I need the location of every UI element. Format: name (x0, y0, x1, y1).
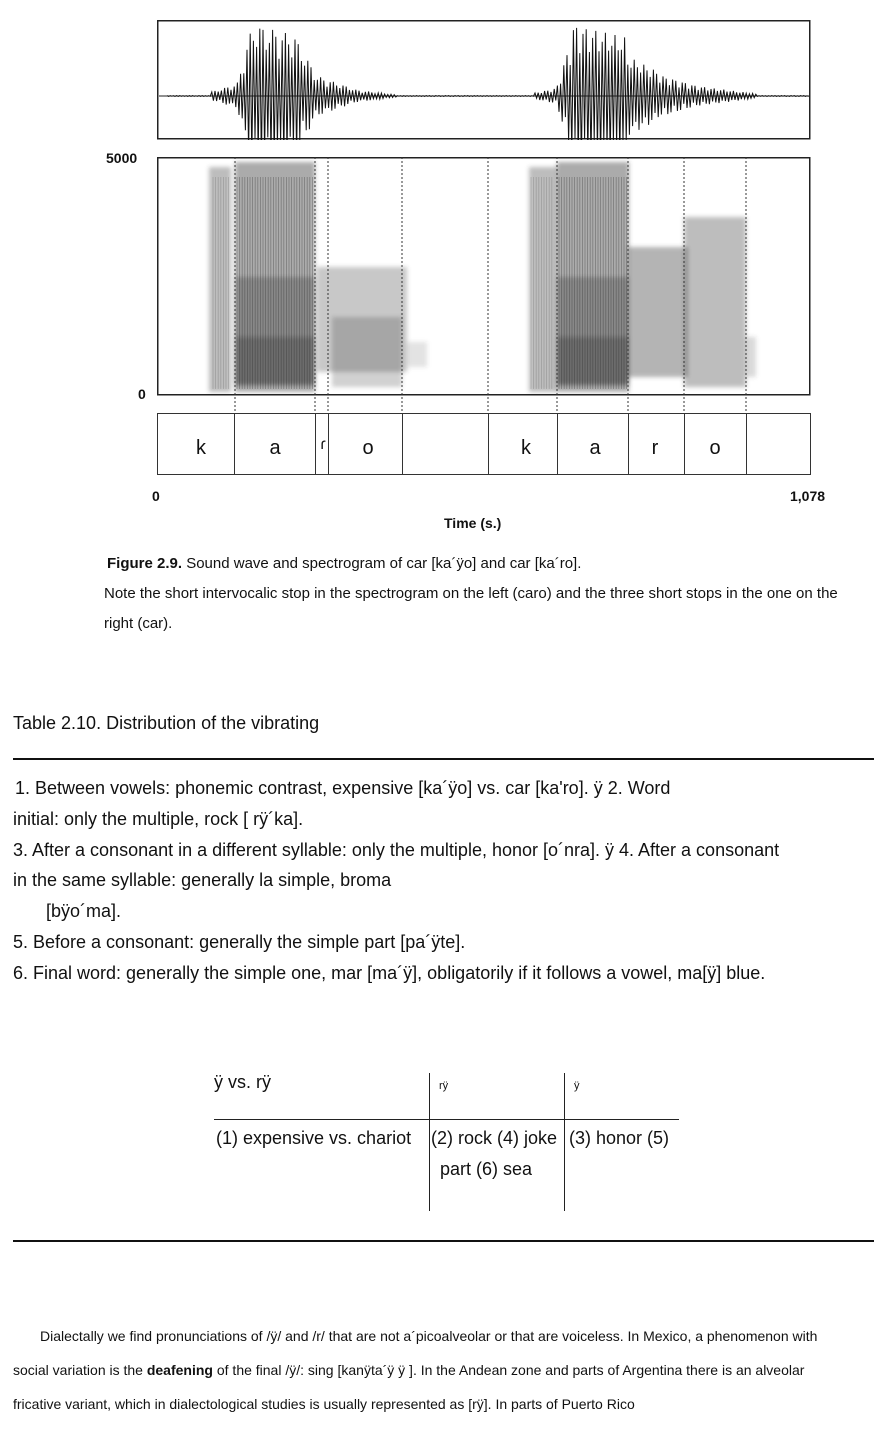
subtable-cell: part (6) sea (440, 1159, 533, 1179)
table-line: 3. After a consonant in a different syllable: only the multiple, honor [o´nra]. ÿ 4. After a consonant (13, 840, 780, 860)
table-line: in the same syllable: generally la simple, broma (13, 870, 392, 890)
table-top-rule (13, 758, 874, 760)
table-line: [bÿo´ma]. (46, 901, 122, 921)
segment-box (746, 413, 811, 475)
x-axis-title: Time (s.) (444, 515, 502, 531)
waveform-panel (157, 20, 811, 140)
segment-box (402, 413, 489, 475)
subtable-header-col2: rÿ (439, 1080, 449, 1092)
figure-caption-text: Sound wave and spectrogram of car [ka´ÿo] and car [ka´ro]. (186, 555, 582, 572)
segment-label: ɾ (320, 436, 326, 453)
paragraph-text: of the final /ÿ/: sing [kanÿta´ÿ ÿ ]. In the Andean zone and parts of Argentina there is an alveolar (212, 1362, 805, 1378)
segment-label: a (589, 437, 601, 459)
segment-label: k (196, 437, 206, 459)
segment-label: o (709, 437, 721, 459)
paragraph-line (13, 1353, 804, 1387)
x-axis-end-label: 1,078 (790, 488, 826, 504)
subtable-cell: (1) expensive vs. chariot (216, 1128, 412, 1148)
segment-label: a (269, 437, 281, 459)
segment-label: k (521, 437, 531, 459)
table-line: 5. Before a consonant: generally the simple part [pa´ÿte]. (13, 932, 466, 952)
x-axis-start-label: 0 (152, 488, 160, 504)
table-line: 1. Between vowels: phonemic contrast, expensive [ka´ÿo] vs. car [ka'ro]. ÿ 2. Word (15, 778, 671, 798)
subtable-divider (429, 1073, 430, 1211)
paragraph-line: Dialectally we find pronunciations of /ÿ/ and /r/ that are not a´picoalveolar or that are voiceless. In Mexico, a phenomenon with (40, 1328, 818, 1344)
figure-number: Figure 2.9. (107, 555, 183, 572)
subtable-header-col3: ÿ (574, 1080, 580, 1092)
table-line: initial: only the multiple, rock [ rÿ´ka]. (13, 809, 304, 829)
table-line: 6. Final word: generally the simple one, mar [ma´ÿ], obligatorily if it follows a vowel, ma[ÿ] blue. (13, 963, 766, 983)
subtable-cell: (2) rock (4) joke (431, 1128, 558, 1148)
table-bottom-rule (13, 1240, 874, 1242)
paragraph-line: fricative variant, which in dialectological studies is usually represented as [rÿ]. In parts of Puerto Rico (13, 1396, 635, 1412)
y-axis-top-label: 5000 (106, 150, 138, 166)
subtable-header-rule (214, 1119, 679, 1120)
figure-caption (107, 549, 581, 579)
paragraph-text: social variation is the (13, 1362, 147, 1378)
paragraph-bold-term: deafening (146, 1362, 213, 1378)
segment-label: r (651, 437, 659, 459)
segment-label: o (362, 437, 374, 459)
figure-note: Note the short intervocalic stop in the spectrogram on the left (caro) and the three short stops in the one on the right (car). (104, 585, 838, 632)
table-title: Table 2.10. Distribution of the vibrating (13, 713, 320, 733)
subtable-divider (564, 1073, 565, 1211)
y-axis-bottom-label: 0 (138, 386, 146, 402)
subtable-cell: (3) honor (5) (569, 1128, 670, 1148)
subtable-header-col1: ÿ vs. rÿ (214, 1072, 271, 1092)
